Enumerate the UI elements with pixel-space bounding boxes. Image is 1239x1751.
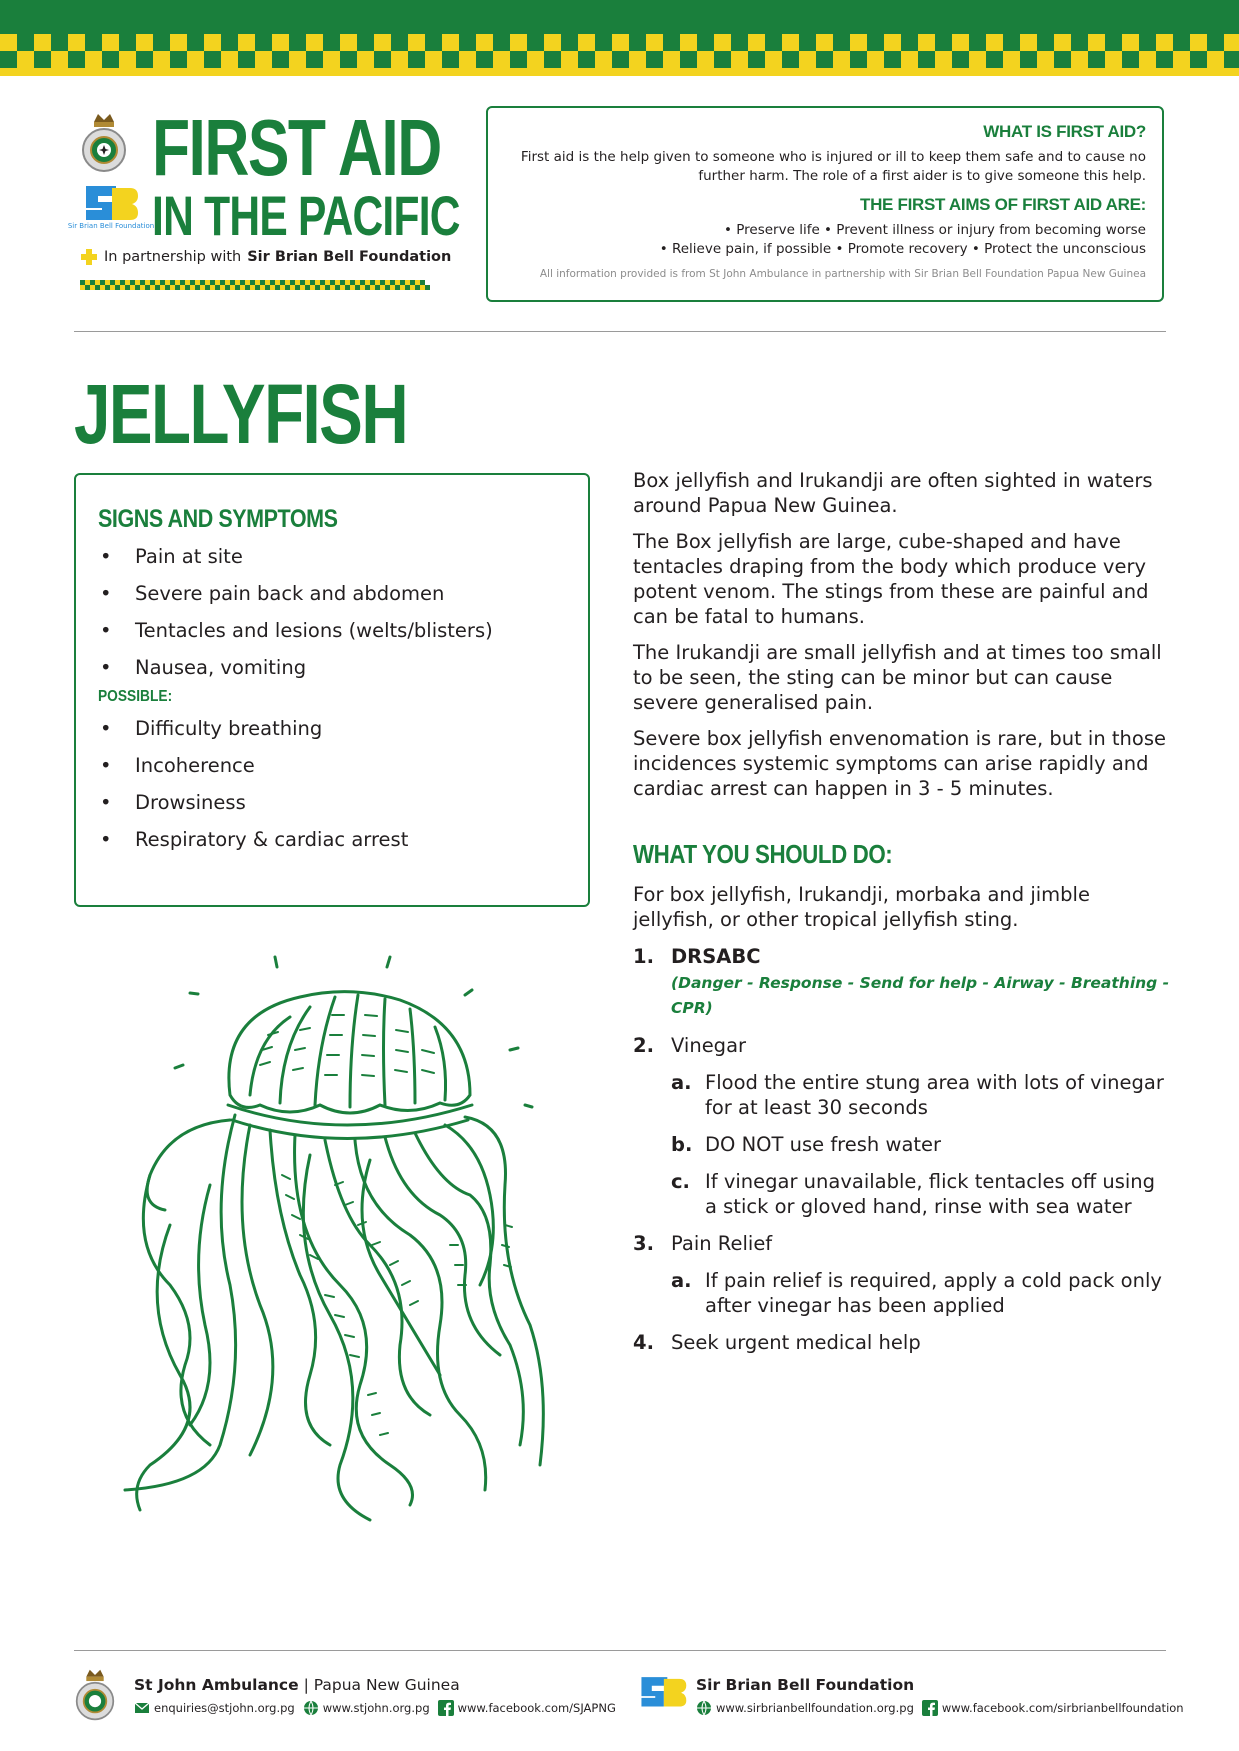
- footer-divider: [74, 1650, 1166, 1651]
- possible-list: [98, 710, 568, 858]
- email-icon: [134, 1700, 150, 1716]
- footer-org-name: [696, 1676, 914, 1694]
- list-item: • Drowsiness: [98, 784, 568, 821]
- footer-contact-links: [134, 1700, 620, 1716]
- step-number: 1.: [633, 945, 654, 968]
- sub-step-letter: a.: [671, 1269, 692, 1292]
- info-heading: WHAT IS FIRST AID?: [983, 122, 1146, 141]
- sub-step-letter: b.: [671, 1133, 693, 1156]
- brand-title: FIRST AID: [152, 103, 441, 192]
- footer-contact-links: [696, 1700, 1188, 1716]
- signs-list: [98, 538, 568, 686]
- facebook-icon: [922, 1700, 938, 1716]
- footer-website[interactable]: www.sirbrianbellfoundation.org.pg: [716, 1701, 914, 1715]
- signs-heading: SIGNS AND SYMPTOMS: [98, 505, 338, 533]
- step-item: [633, 1231, 1173, 1318]
- svg-text:Sir Brian Bell Foundation: Sir Brian Bell Foundation: [67, 222, 155, 230]
- step-item: [633, 1330, 1173, 1355]
- steps-list: [633, 944, 1173, 1355]
- step-text: Seek urgent medical help: [671, 1331, 921, 1354]
- partner-prefix: In partnership with: [104, 249, 242, 265]
- source-note: All information provided is from St John Ambulance in partnership with Sir Brian Bell Foundation Papua New Guinea: [539, 268, 1146, 280]
- top-checker-band: [0, 0, 1239, 76]
- list-item: • Difficulty breathing: [98, 710, 568, 747]
- step-text: DRSABC: [671, 945, 761, 968]
- brand-header: [67, 103, 460, 298]
- drsabc-note: (Danger - Response - Send for help - Airway - Breathing - CPR): [671, 974, 1170, 1017]
- sub-step-text: If vinegar unavailable, flick tentacles off using a stick or gloved hand, rinse with sea water: [705, 1170, 1156, 1218]
- list-item: • Nausea, vomiting: [98, 649, 568, 686]
- info-text: First aid is the help given to someone who is injured or ill to keep them safe and to cause no further harm. The role of a first aider is to give someone this help.: [520, 149, 1146, 184]
- aims-heading: THE FIRST AIMS OF FIRST AID ARE:: [860, 195, 1146, 214]
- what-to-do-intro: For box jellyfish, Irukandji, morbaka and jimble jellyfish, or other tropical jellyfish sting.: [633, 883, 1090, 931]
- footer-facebook[interactable]: www.facebook.com/sirbrianbellfoundation: [941, 1701, 1184, 1715]
- sub-step-text: DO NOT use fresh water: [705, 1133, 942, 1156]
- sub-step-item: [671, 1070, 1173, 1120]
- what-is-first-aid-box: [486, 106, 1164, 302]
- footer-website[interactable]: www.stjohn.org.pg: [322, 1701, 430, 1715]
- partner-name: Sir Brian Bell Foundation: [247, 249, 452, 265]
- checker-strip: [80, 280, 425, 290]
- step-text: Vinegar: [671, 1034, 747, 1057]
- list-item: • Tentacles and lesions (welts/blisters): [98, 612, 568, 649]
- plus-icon: [80, 248, 98, 266]
- list-item: • Pain at site: [98, 538, 568, 575]
- sub-step-item: [671, 1268, 1173, 1318]
- step-number: 4.: [633, 1331, 654, 1354]
- intro-paragraph: The Irukandji are small jellyfish and at times too small to be seen, the sting can be minor but can cause severe generalised pain.: [633, 641, 1162, 714]
- page-title: JELLYFISH: [74, 367, 408, 461]
- footer-region: Papua New Guinea: [313, 1676, 460, 1694]
- footer-facebook[interactable]: www.facebook.com/SJAPNG: [457, 1701, 616, 1715]
- list-item: • Respiratory & cardiac arrest: [98, 821, 568, 858]
- footer-separator: |: [298, 1676, 314, 1694]
- step-item: [633, 944, 1173, 1021]
- crest-icon: [74, 1668, 116, 1722]
- footer-st-john-name: St John Ambulance: [134, 1676, 299, 1694]
- sub-step-letter: c.: [671, 1170, 690, 1193]
- what-to-do-heading: WHAT YOU SHOULD DO:: [633, 839, 893, 869]
- partner-line: [80, 248, 451, 266]
- footer-sbb-name: Sir Brian Bell Foundation: [696, 1676, 915, 1694]
- content-column: [633, 468, 1173, 1367]
- sub-step-letter: a.: [671, 1071, 692, 1094]
- signs-and-symptoms-box: [74, 473, 590, 907]
- sub-step-text: Flood the entire stung area with lots of vinegar for at least 30 seconds: [705, 1071, 1164, 1119]
- globe-icon: [696, 1700, 712, 1716]
- step-item: [633, 1033, 1173, 1219]
- list-item: • Severe pain back and abdomen: [98, 575, 568, 612]
- brand-subtitle: IN THE PACIFIC: [152, 184, 460, 247]
- list-item: • Incoherence: [98, 747, 568, 784]
- crest-icon: [80, 112, 128, 174]
- aims-line: • Preserve life • Prevent illness or injury from becoming worse: [724, 222, 1146, 238]
- footer: [74, 1660, 1184, 1740]
- intro-paragraph: The Box jellyfish are large, cube-shaped and have tentacles draping from the body which produce very potent venom. The stings from these are painful and can be fatal to humans.: [633, 530, 1149, 628]
- jellyfish-illustration: [110, 945, 580, 1525]
- aims-list: [504, 221, 1146, 258]
- aims-line: • Relieve pain, if possible • Promote recovery • Protect the unconscious: [659, 240, 1146, 257]
- sub-step-item: [671, 1132, 1173, 1157]
- possible-label: POSSIBLE:: [98, 688, 173, 705]
- sub-step-item: [671, 1169, 1173, 1219]
- divider: [74, 331, 1166, 332]
- step-number: 2.: [633, 1034, 654, 1057]
- footer-org-name: [134, 1676, 460, 1694]
- globe-icon: [303, 1700, 319, 1716]
- facebook-icon: [438, 1700, 454, 1716]
- sub-steps: [671, 1268, 1173, 1318]
- sbb-logo-icon: [638, 1672, 688, 1722]
- sub-steps: [671, 1070, 1173, 1219]
- step-text: Pain Relief: [671, 1232, 773, 1255]
- step-number: 3.: [633, 1232, 654, 1255]
- intro-paragraph: Severe box jellyfish envenomation is rare, but in those incidences systemic symptoms can arise rapidly and cardiac arrest can happen in 3 - 5 minutes.: [633, 727, 1166, 800]
- footer-email[interactable]: enquiries@stjohn.org.pg: [154, 1701, 295, 1715]
- sbb-logo-icon: [67, 180, 155, 238]
- sub-step-text: If pain relief is required, apply a cold pack only after vinegar has been applied: [705, 1269, 1162, 1317]
- intro-paragraph: Box jellyfish and Irukandji are often sighted in waters around Papua New Guinea.: [633, 469, 1153, 517]
